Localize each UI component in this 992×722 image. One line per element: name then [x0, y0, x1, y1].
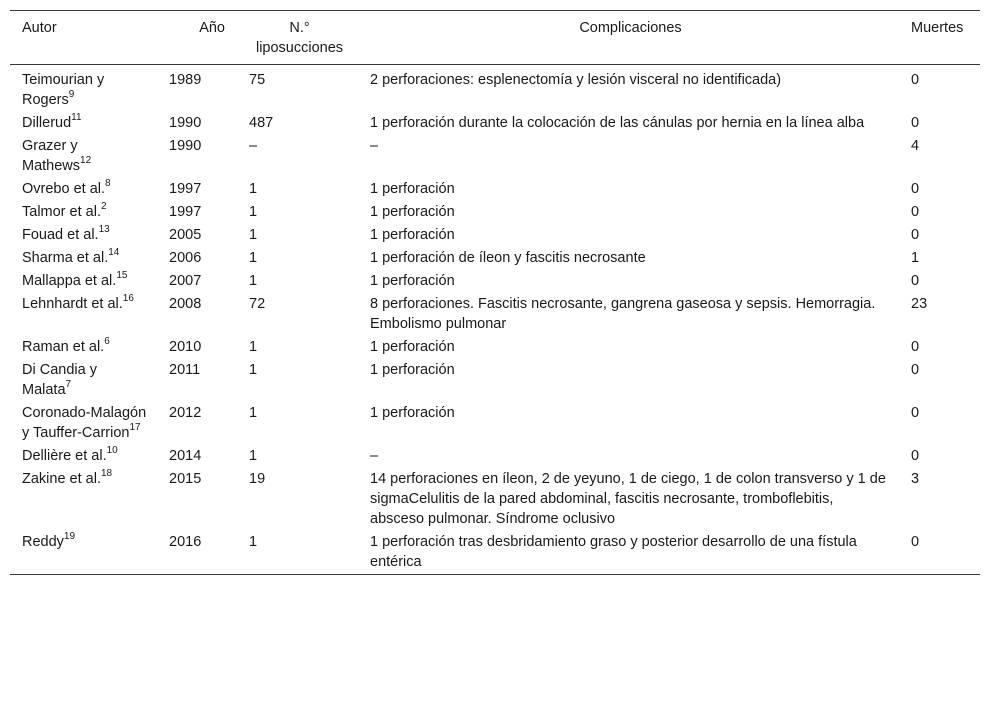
reference-number: 17	[129, 422, 141, 434]
reference-number: 2	[100, 201, 107, 213]
table-row	[10, 466, 980, 529]
cell-liposuctions: 1	[249, 181, 258, 197]
cell-author	[10, 133, 157, 176]
cell-author	[10, 466, 157, 529]
cell-author	[10, 245, 157, 268]
cell-complications: 1 perforación	[370, 339, 455, 355]
cell-year: 1990	[169, 138, 202, 154]
reference-number: 11	[71, 112, 82, 124]
cell-liposuctions: 487	[249, 115, 274, 131]
cell-complications: 1 perforación durante la colocación de las cánulas por hernia en la línea alba	[370, 115, 865, 131]
cell-author	[10, 199, 157, 222]
cell-author	[10, 65, 157, 111]
cell-complications: 2 perforaciones: esplenectomía y lesión visceral no identificada)	[370, 72, 782, 88]
cell-liposuctions: 75	[249, 72, 266, 88]
reference-number: 6	[104, 336, 110, 348]
reference-number: 10	[106, 445, 118, 457]
reference-number: 18	[101, 468, 113, 480]
cell-deaths: 0	[911, 204, 920, 220]
cell-liposuctions: 1	[249, 448, 258, 464]
author-name: Raman et al.	[22, 339, 105, 355]
table-row	[10, 176, 980, 199]
cell-author	[10, 334, 157, 357]
cell-year: 2015	[169, 471, 202, 487]
cell-year: 1989	[169, 72, 202, 88]
reference-number: 19	[63, 531, 76, 543]
author-name: Dillerud	[22, 115, 72, 131]
cell-liposuctions: 1	[249, 227, 258, 243]
table-row	[10, 529, 980, 575]
author-name: Teimourian y Rogers	[22, 72, 105, 108]
cell-liposuctions: 72	[249, 296, 266, 312]
cell-year: 2011	[169, 362, 201, 378]
cell-year: 2016	[169, 534, 202, 550]
cell-author	[10, 268, 157, 291]
cell-deaths: 0	[911, 273, 920, 289]
table-row	[10, 443, 980, 466]
reference-number: 7	[65, 379, 72, 391]
cell-deaths: 0	[911, 448, 920, 464]
cell-deaths: 4	[911, 138, 920, 154]
table-row	[10, 133, 980, 176]
cell-year: 1997	[169, 204, 202, 220]
cell-deaths: 0	[911, 227, 920, 243]
reference-number: 12	[80, 155, 92, 167]
cell-complications: 14 perforaciones en íleon, 2 de yeyuno, 1 de ciego, 1 de colon transverso y 1 de sigmaCelulitis de la pared abdominal, fascitis necrosante, tromboflebitis, absceso pulmonar. Síndrome oclusivo	[370, 471, 886, 527]
table-row	[10, 334, 980, 357]
cell-deaths: 1	[911, 250, 920, 266]
cell-complications: 1 perforación tras desbridamiento graso y posterior desarrollo de una fístula entérica	[370, 534, 857, 570]
table-row	[10, 291, 980, 334]
header-row	[10, 11, 980, 65]
author-name: Talmor et al.	[22, 204, 101, 220]
author-name: Mallappa et al.	[22, 273, 117, 289]
cell-author	[10, 176, 157, 199]
author-name: Zakine et al.	[22, 471, 101, 487]
cell-complications: 8 perforaciones. Fascitis necrosante, gangrena gaseosa y sepsis. Hemorragia. Embolismo pulmonar	[370, 296, 876, 332]
cell-liposuctions: 1	[249, 405, 258, 421]
author-name: Lehnhardt et al.	[22, 296, 123, 312]
complications-table	[10, 10, 980, 575]
cell-year: 2005	[169, 227, 202, 243]
reference-number: 8	[105, 178, 111, 190]
cell-liposuctions: 1	[249, 273, 258, 289]
cell-liposuctions: –	[249, 138, 258, 154]
table-row	[10, 222, 980, 245]
table-row	[10, 199, 980, 222]
cell-author	[10, 357, 157, 400]
table-row	[10, 400, 980, 443]
cell-deaths: 0	[911, 115, 920, 131]
reference-number: 14	[108, 247, 120, 259]
cell-deaths: 3	[911, 471, 920, 487]
header-year: Año	[199, 20, 225, 36]
table-row	[10, 357, 980, 400]
cell-author	[10, 291, 157, 334]
header-author: Autor	[22, 20, 57, 36]
cell-complications: 1 perforación	[370, 227, 455, 243]
cell-author	[10, 443, 157, 466]
cell-complications: 1 perforación	[370, 273, 455, 289]
cell-complications: 1 perforación	[370, 405, 455, 421]
cell-deaths: 23	[911, 296, 928, 312]
cell-year: 1997	[169, 181, 202, 197]
cell-deaths: 0	[911, 339, 920, 355]
author-name: Reddy	[22, 534, 64, 550]
cell-year: 2006	[169, 250, 202, 266]
cell-liposuctions: 1	[249, 362, 258, 378]
cell-year: 2008	[169, 296, 202, 312]
cell-author	[10, 110, 157, 133]
cell-complications: –	[370, 448, 379, 464]
cell-deaths: 0	[911, 534, 920, 550]
header-complications: Complicaciones	[579, 20, 682, 36]
author-name: Grazer y Mathews	[22, 138, 81, 174]
cell-liposuctions: 1	[249, 339, 258, 355]
reference-number: 16	[122, 293, 134, 305]
reference-number: 9	[68, 89, 75, 101]
author-name: Ovrebo et al.	[22, 181, 106, 197]
cell-year: 2007	[169, 273, 202, 289]
cell-complications: 1 perforación	[370, 362, 455, 378]
cell-liposuctions: 1	[249, 250, 258, 266]
cell-year: 1990	[169, 115, 202, 131]
header-deaths: Muertes	[911, 20, 964, 36]
author-name: Fouad et al.	[22, 227, 99, 243]
cell-author	[10, 400, 157, 443]
cell-deaths: 0	[911, 72, 920, 88]
cell-deaths: 0	[911, 362, 920, 378]
author-name: Coronado-Malagón y Tauffer-Carrion	[22, 405, 147, 441]
cell-complications: 1 perforación	[370, 181, 455, 197]
cell-liposuctions: 1	[249, 534, 258, 550]
cell-deaths: 0	[911, 181, 920, 197]
cell-liposuctions: 19	[249, 471, 266, 487]
author-name: Sharma et al.	[22, 250, 109, 266]
reference-number: 15	[116, 270, 128, 282]
author-name: Di Candia y Malata	[22, 362, 97, 398]
cell-year: 2010	[169, 339, 202, 355]
cell-complications: 1 perforación de íleon y fascitis necrosante	[370, 250, 646, 266]
table-row	[10, 268, 980, 291]
table-row	[10, 65, 980, 111]
author-name: Dellière et al.	[22, 448, 107, 464]
cell-complications: 1 perforación	[370, 204, 455, 220]
reference-number: 13	[98, 224, 110, 236]
cell-deaths: 0	[911, 405, 920, 421]
cell-year: 2012	[169, 405, 202, 421]
table-row	[10, 245, 980, 268]
cell-author	[10, 529, 157, 575]
cell-liposuctions: 1	[249, 204, 258, 220]
header-liposuctions: N.° liposucciones	[255, 20, 344, 56]
cell-author	[10, 222, 157, 245]
cell-complications: –	[370, 138, 379, 154]
cell-year: 2014	[169, 448, 202, 464]
table-row	[10, 110, 980, 133]
